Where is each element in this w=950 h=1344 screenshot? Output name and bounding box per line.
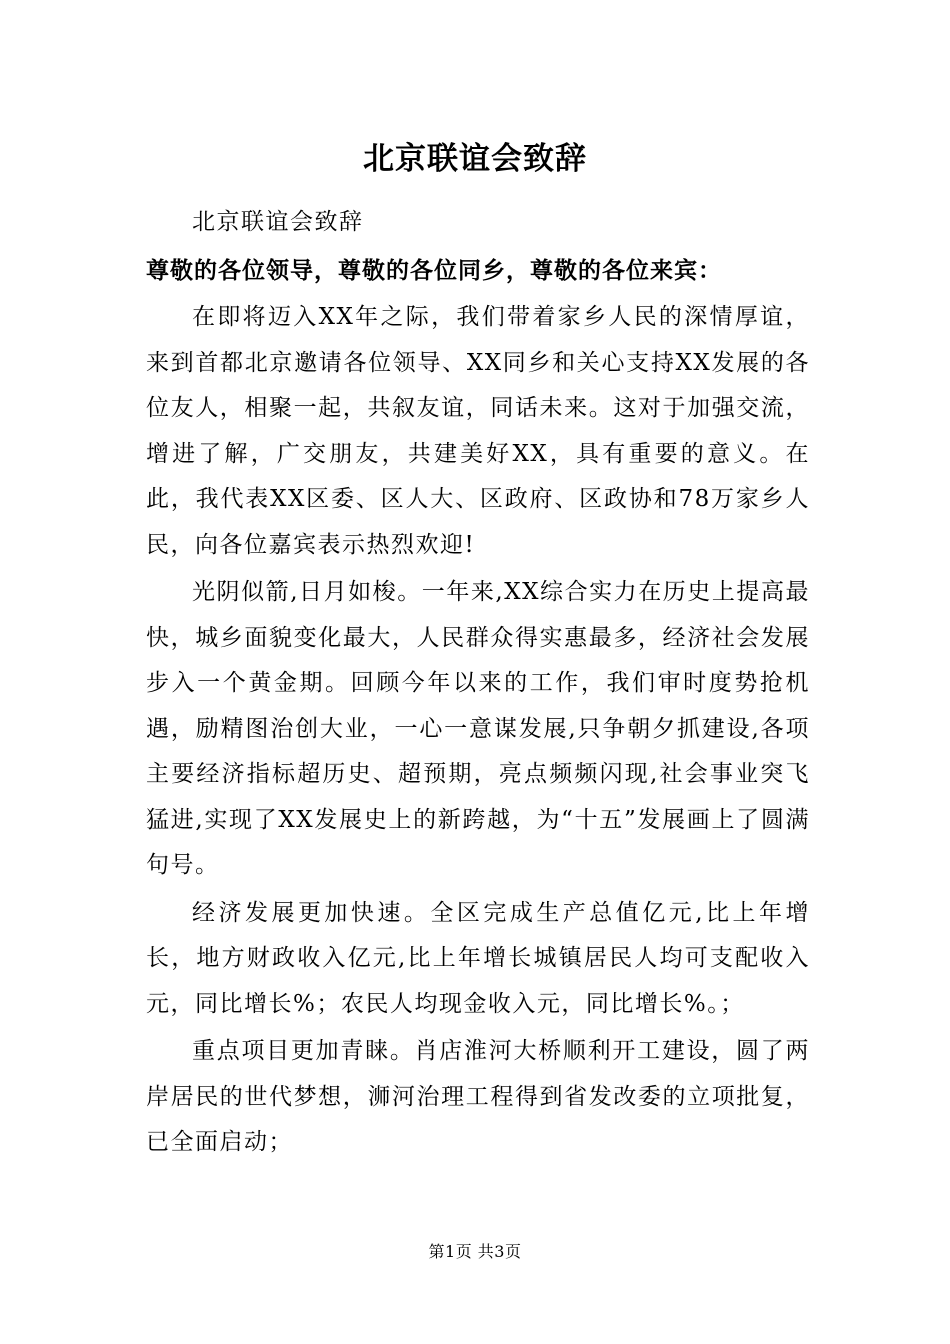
- document-title: 北京联谊会致辞: [363, 141, 587, 177]
- salutation: 尊敬的各位领导，尊敬的各位同乡，尊敬的各位来宾：: [146, 256, 722, 284]
- paragraph-2: 光阴似箭,日月如梭。一年来,XX综合实力在历史上提高最快，城乡面貌变化最大，人民群众得实惠最多，经济社会发展步入一个黄金期。回顾今年以来的工作，我们审时度势抢机遇，励精图治创大业，一心一意谋发展,只争朝夕抓建设,各项主要经济指标超历史、超预期，亮点频频闪现,社会事业突飞猛进,实现了XX发展史上的新跨越，为“十五”发展画上了圆满句号。: [146, 579, 810, 878]
- document-body: [146, 200, 810, 1168]
- paragraph-3: 经济发展更加快速。全区完成生产总值亿元,比上年增长，地方财政收入亿元,比上年增长城镇居民人均可支配收入元，同比增长%；农民人均现金收入元，同比增长%。；: [146, 899, 810, 1017]
- paragraph-4: 重点项目更加青睐。肖店淮河大桥顺利开工建设，圆了两岸居民的世代梦想，浉河治理工程得到省发改委的立项批复，已全面启动；: [146, 1038, 810, 1155]
- paragraph-1: 在即将迈入XX年之际，我们带着家乡人民的深情厚谊，来到首都北京邀请各位领导、XX同乡和关心支持XX发展的各位友人，相聚一起，共叙友谊，同话未来。这对于加强交流，增进了解，广交朋友，共建美好XX，具有重要的意义。在此，我代表XX区委、区人大、区政府、区政协和78万家乡人民，向各位嘉宾表示热烈欢迎!: [146, 304, 810, 558]
- document-subtitle: 北京联谊会致辞: [192, 209, 364, 235]
- page-number-footer: 第1页 共3页: [428, 1242, 522, 1261]
